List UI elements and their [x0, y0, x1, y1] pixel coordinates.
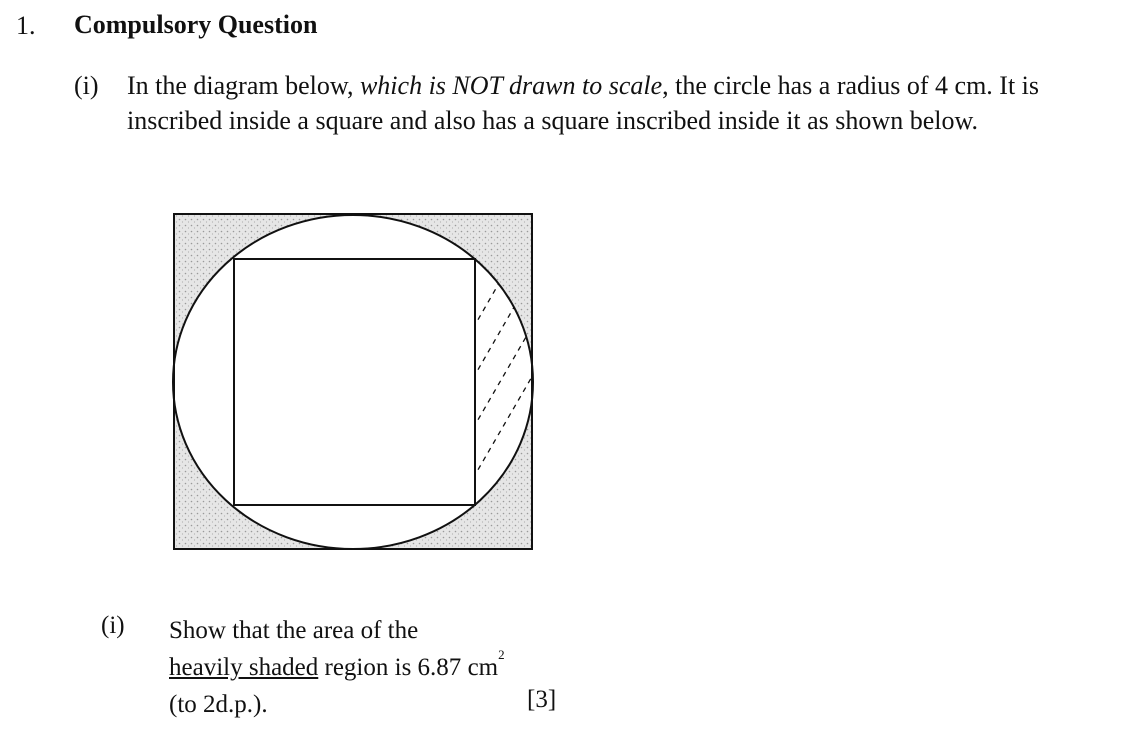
marks: [3] [527, 686, 557, 713]
diagram [172, 212, 534, 557]
part-text-before: In the diagram below, [127, 71, 360, 100]
subpart-line-2 [169, 649, 505, 686]
subpart-text [169, 612, 505, 723]
heavily-shaded-phrase: heavily shaded [169, 654, 319, 681]
part-label: (i) [74, 71, 99, 100]
question-title: Compulsory Question [74, 10, 318, 39]
part-text-after: , the circle has a radius of 4 cm. It is inscribed inside a square and also has a square inscribed inside it as shown below. [127, 71, 1040, 135]
subpart-line-2-rest: region is 6.87 [318, 654, 462, 681]
subpart-line-3: (to 2d.p.). [169, 691, 268, 718]
unit: cm [467, 654, 499, 681]
question-number: 1. [16, 11, 36, 40]
diagram-svg [172, 212, 534, 552]
subpart-line-1: Show that the area of the [169, 617, 419, 644]
part-description [127, 68, 1087, 138]
inner-square [234, 259, 475, 505]
part-italic-text: which is NOT drawn to scale [359, 71, 663, 100]
unit-power: 2 [498, 647, 505, 662]
subpart-label: (i) [101, 612, 125, 639]
